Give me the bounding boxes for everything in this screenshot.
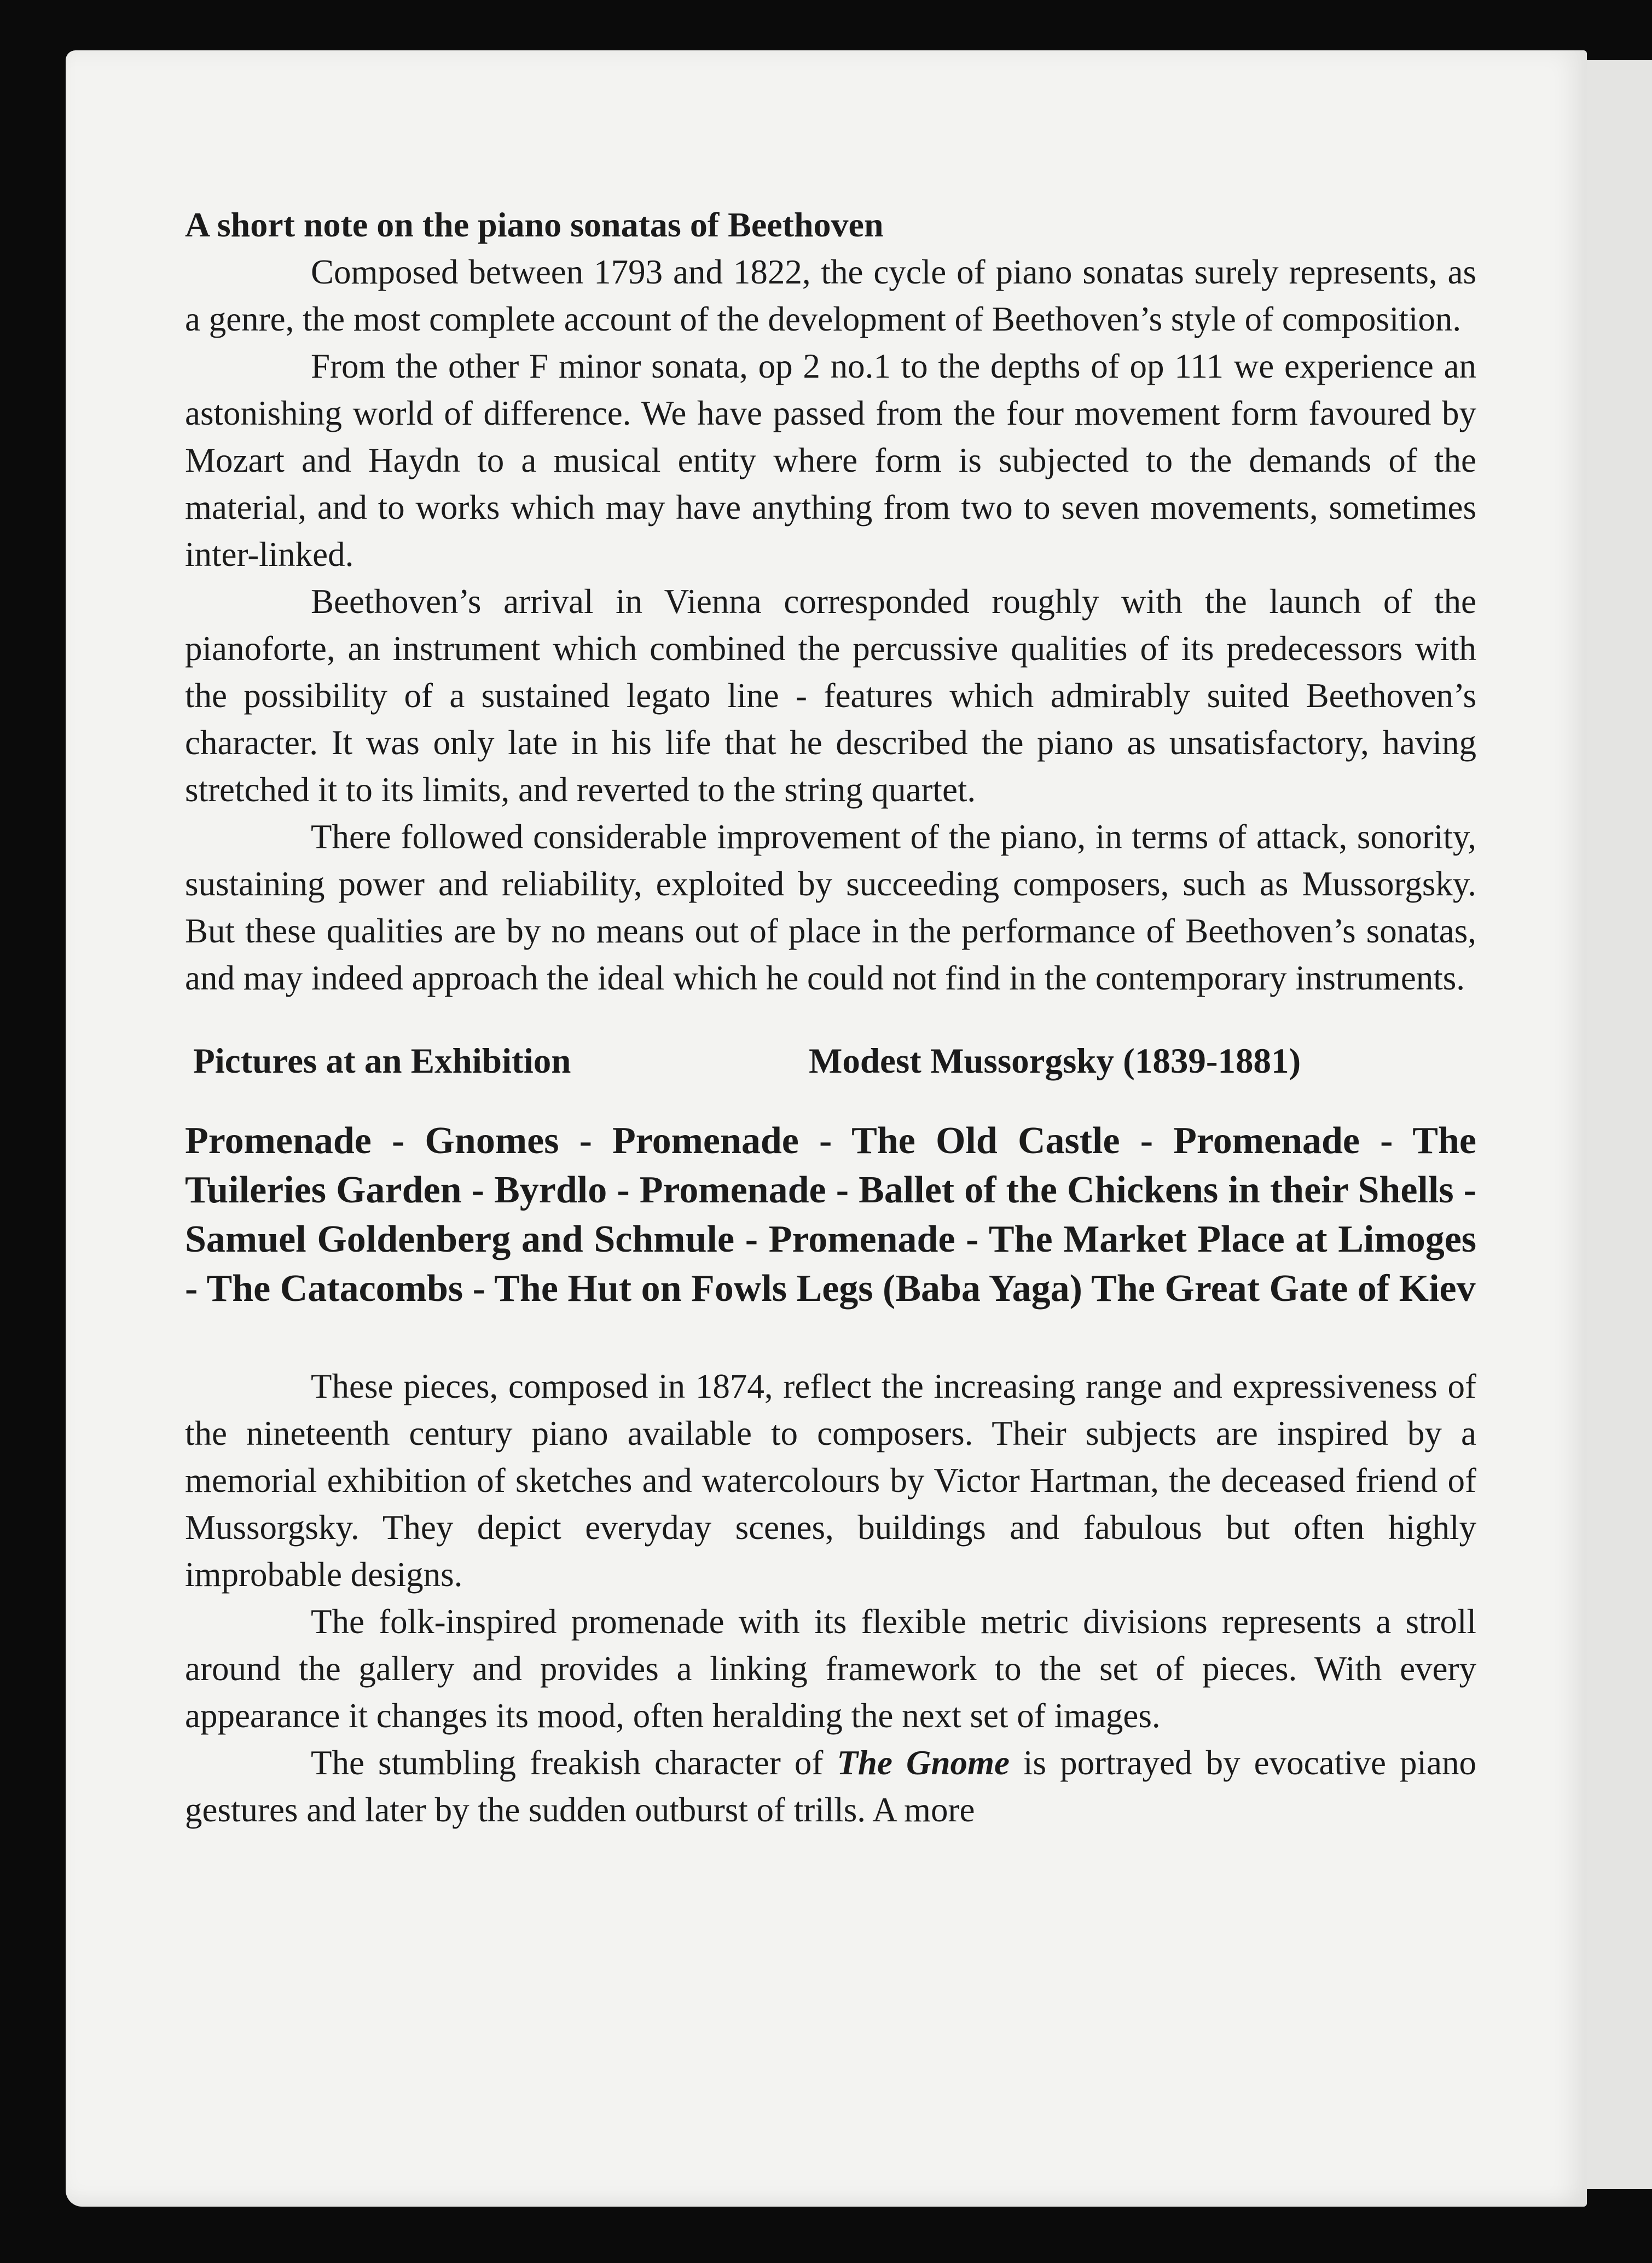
paragraph: From the other F minor sonata, op 2 no.1 to the depths of op 111 we experience an astonishing world of difference. We have passed from the four movement form favoured by Mozart and Haydn to a musical entity where form is subjected to the demands of the material, and to works which may have anything from two to seven movements, sometimes inter-linked.: [185, 347, 1476, 574]
paragraph: Beethoven’s arrival in Vienna corresponded roughly with the launch of the pianoforte, an instrument which combined the percussive qualities of its predecessors with the possibility of a sustained legato line - features which admirably suited Beethoven’s character. It was only late in his life that he described the piano as unsatisfactory, having stretched it to its limits, and reverted to the string quartet.: [185, 582, 1476, 809]
page-content: [185, 201, 1476, 1833]
paragraph: These pieces, composed in 1874, reflect the increasing range and expressiveness of the nineteenth century piano available to composers. Their subjects are inspired by a memorial exhibition of sketches and watercolours by Victor Hartman, the deceased friend of Mussorgsky. They depict everyday scenes, buildings and fabulous but often highly improbable designs.: [185, 1367, 1476, 1594]
paragraph: The folk-inspired promenade with its flexible metric divisions represents a stroll around the gallery and provides a linking framework to the set of pieces. With every appearance it changes its mood, often heralding the next set of images.: [185, 1602, 1476, 1735]
program-heading: [185, 1038, 1476, 1085]
work-title: Pictures at an Exhibition: [193, 1041, 571, 1081]
composer-name: Modest Mussorgsky (1839-1881): [809, 1041, 1301, 1081]
adjacent-page-edge: [1584, 60, 1652, 2189]
paragraph: [185, 1739, 1476, 1833]
section-heading: A short note on the piano sonatas of Beethoven: [185, 205, 884, 244]
text-run: is portrayed by evocative piano gestures and later by the sudden outburst of trills. A more: [185, 1744, 1477, 1829]
movement-list: Promenade - Gnomes - Promenade - The Old Castle - Promenade - The Tuileries Garden - Byrdlo - Promenade - Ballet of the Chickens in their Shells - Samuel Goldenberg and Schmule - Promenade - The Market Place at Limoges - The Catacombs - The Hut on Fowls Legs (Baba Yaga) The Great Gate of Kiev: [185, 1120, 1476, 1310]
paragraph: Composed between 1793 and 1822, the cycle of piano sonatas surely represents, as a genre, the most complete account of the development of Beethoven’s style of composition.: [185, 253, 1476, 338]
paragraph: There followed considerable improvement of the piano, in terms of attack, sonority, sustaining power and reliability, exploited by succeeding composers, such as Mussorgsky. But these qualities are by no means out of place in the performance of Beethoven’s sonatas, and may indeed approach the ideal which he could not find in the contemporary instruments.: [185, 818, 1476, 997]
text-run: The stumbling freakish character of: [311, 1744, 837, 1782]
piece-title: The Gnome: [837, 1744, 1010, 1782]
spacer: [185, 1313, 1476, 1363]
